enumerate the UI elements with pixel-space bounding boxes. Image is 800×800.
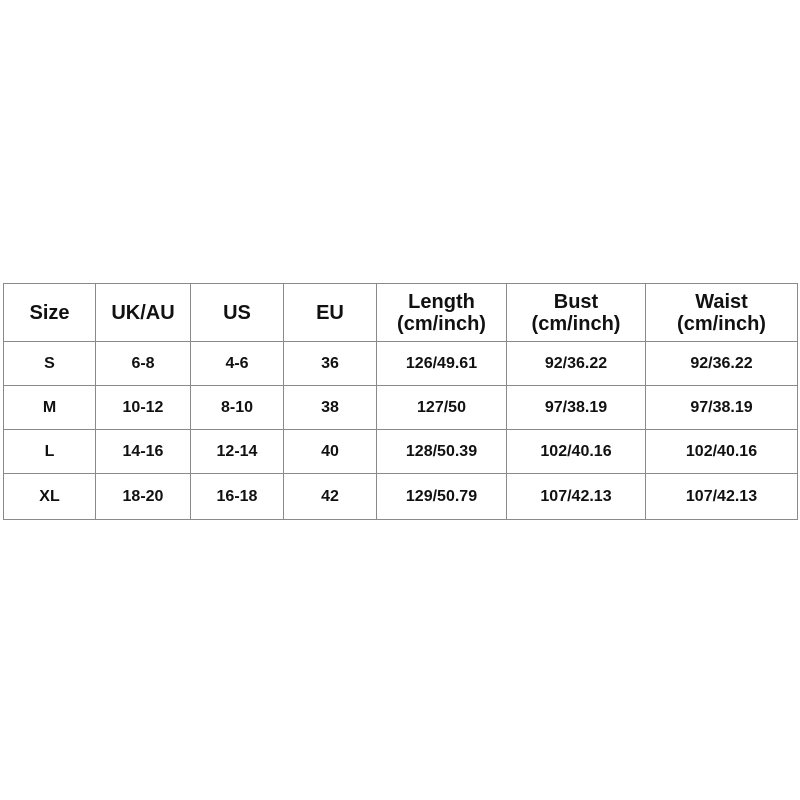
cell-length: 126/49.61: [377, 342, 507, 386]
cell-eu: 36: [284, 342, 377, 386]
cell-uk-au: 10-12: [96, 386, 191, 430]
cell-size: XL: [4, 474, 96, 520]
cell-waist: 92/36.22: [646, 342, 798, 386]
cell-size: S: [4, 342, 96, 386]
table-row: [4, 474, 798, 520]
header-length-unit: (cm/inch): [397, 312, 486, 335]
cell-bust: 107/42.13: [507, 474, 646, 520]
header-bust: [507, 284, 646, 342]
table-row: [4, 342, 798, 386]
cell-size: L: [4, 430, 96, 474]
cell-bust: 92/36.22: [507, 342, 646, 386]
table-row: [4, 430, 798, 474]
cell-eu: 40: [284, 430, 377, 474]
cell-bust: 102/40.16: [507, 430, 646, 474]
header-waist-title: Waist: [695, 290, 748, 313]
cell-waist: 102/40.16: [646, 430, 798, 474]
header-row: [4, 284, 798, 342]
header-waist-unit: (cm/inch): [677, 312, 766, 335]
header-eu: EU: [284, 284, 377, 342]
cell-length: 129/50.79: [377, 474, 507, 520]
cell-eu: 38: [284, 386, 377, 430]
cell-us: 16-18: [191, 474, 284, 520]
header-bust-title: Bust: [553, 290, 599, 313]
cell-length: 128/50.39: [377, 430, 507, 474]
cell-waist: 97/38.19: [646, 386, 798, 430]
header-length-title: Length: [408, 290, 475, 313]
size-chart-table: [3, 283, 798, 520]
cell-us: 12-14: [191, 430, 284, 474]
header-length: [377, 284, 507, 342]
header-waist: [646, 284, 798, 342]
cell-length: 127/50: [377, 386, 507, 430]
cell-uk-au: 14-16: [96, 430, 191, 474]
cell-size: M: [4, 386, 96, 430]
header-us: US: [191, 284, 284, 342]
header-bust-unit: (cm/inch): [531, 312, 621, 335]
table-row: [4, 386, 798, 430]
cell-us: 8-10: [191, 386, 284, 430]
cell-eu: 42: [284, 474, 377, 520]
cell-bust: 97/38.19: [507, 386, 646, 430]
cell-us: 4-6: [191, 342, 284, 386]
cell-uk-au: 6-8: [96, 342, 191, 386]
header-uk-au: UK/AU: [96, 284, 191, 342]
cell-waist: 107/42.13: [646, 474, 798, 520]
cell-uk-au: 18-20: [96, 474, 191, 520]
header-size: Size: [4, 284, 96, 342]
